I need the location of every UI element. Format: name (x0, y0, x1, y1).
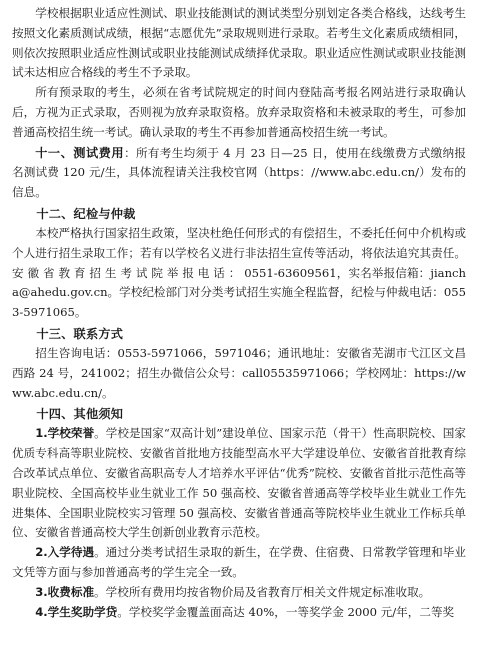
section-heading-notes (12, 404, 466, 424)
section-heading-contact (12, 324, 466, 344)
notes-item-label: 4.学生奖助学贷 (35, 604, 118, 619)
heading-text-contact: 十三、联系方式 (36, 326, 124, 341)
section-text-contact: 招生咨询电话：0553-5971066，5971046；通讯地址：安徽省芜湖市弋江区文昌西路 24 号，241002；招生办微信公众号：call05535971066；学校网址：https://www.abc.edu.cn/。 (12, 345, 466, 400)
notes-item-label: 1.学校荣誉 (35, 426, 95, 441)
notes-item-honors (12, 424, 466, 543)
notes-item-text: 。通过分类考试招生录取的新生，在学费、住宿费、日常教学管理和毕业文凭等方面与参加普通高考的学生完全一致。 (12, 545, 466, 579)
notes-item-text: 。学校是国家“双高计划”建设单位、国家示范（骨干）性高职院校、国家优质专科高等职业院校、安徽省首批地方技能型高水平大学建设单位、安徽省首批教育综合改革试点单位、安徽省高职高专人才培养水平评估“优秀”院校、安徽省首批示范性高等职业院校、全国高校毕业生就业工作 50 强高校、安徽省普通高等学校毕业生就业工作先进集体、全国职业院校实习管理 50 强高校、安徽省普通高等院校毕业生就业工作标兵单位、安徽省普通高校大学生创新创业教育示范校。 (12, 426, 466, 540)
heading-text-discipline: 十二、纪检与仲裁 (36, 206, 136, 221)
notes-item-text: 。学校所有费用均按省物价局及省教育厅相关文件规定标准收取。 (94, 584, 431, 599)
paragraph-admission-confirmation: 所有预录取的考生，必须在省考试院规定的时间内登陆高考报名网站进行录取确认后，方视为正式录取，否则视为放弃录取资格。放弃录取资格和未被录取的考生，可参加普通高校招生统一考试。确认录取的考生不再参加普通高校招生统一考试。 (12, 85, 466, 139)
paragraph-admission-rules: 学校根据职业适应性测试、职业技能测试的测试类型分别划定各类合格线，达线考生按照文化素质测试成绩，根据“志愿优先”录取规则进行录取。若考生文化素质成绩相同，则依次按照职业适应性测试或职业技能测试成绩择优录取。职业适应性测试或职业技能测试未达相应合格线的考生不予录取。 (12, 6, 466, 80)
section-heading-test-fee: 十一、测试费用 (35, 145, 125, 160)
notes-item-label: 3.收费标准 (35, 584, 95, 599)
section-text-discipline: 本校严格执行国家招生政策，坚决杜绝任何形式的有偿招生，不委托任何中介机构或个人进行招生录取工作；若有以学校名义进行非法招生宣传等活动，将依法追究其责任。安 徽 省 教 育 招 生 考 试 院 举 报 电 话 ： 0551-63609561，实名举报信箱：jiancha@ahedu.gov.cn。学校纪检部门对分类考试招生实施全程监督，纪检与仲裁电话：0553-5971065。 (12, 225, 466, 320)
section-test-fee (12, 144, 466, 203)
notes-item-fees (12, 583, 466, 603)
notes-item-text: 。学校奖学金覆盖面高达 40%，一等奖学金 2000 元/年，二等奖 (117, 604, 455, 619)
notes-item-label: 2.入学待遇 (35, 545, 95, 560)
section-text-test-fee: ：所有考生均须于 4 月 23 日—25 日，使用在线缴费方式缴纳报名测试费 120 元/生，具体流程请关注我校官网（https：//www.abc.edu.cn/）发布的信息。 (12, 145, 467, 200)
section-heading-discipline (12, 204, 466, 224)
heading-text-notes: 十四、其他须知 (36, 407, 124, 422)
notes-item-scholarship (12, 603, 466, 623)
notes-item-enrollment (12, 543, 466, 583)
